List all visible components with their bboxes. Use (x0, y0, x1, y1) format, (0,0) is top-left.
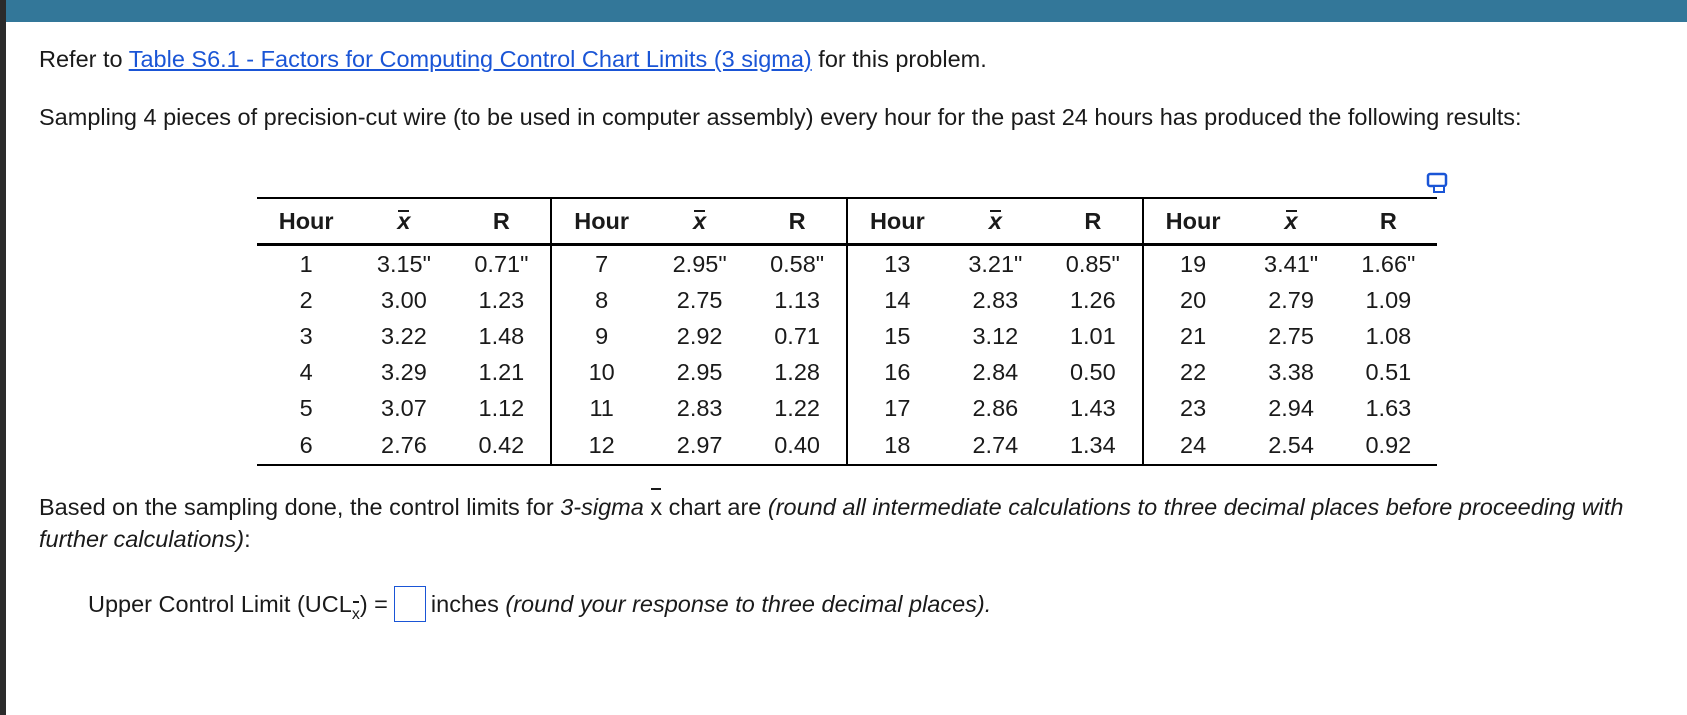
col-header-hour: Hour (847, 198, 947, 245)
range-cell: 0.51 (1365, 358, 1412, 385)
xbar-cell: 3.38 (1268, 358, 1314, 385)
sample-data-table (257, 197, 1437, 466)
intro-suffix: for this problem. (811, 46, 987, 72)
table-header-row (257, 198, 1437, 245)
xbar-cell: 2.74 (947, 426, 1044, 465)
question-part1: Based on the sampling done, the control limits for (39, 494, 561, 520)
xbar-cell: 2.79 (1268, 286, 1314, 313)
question-part2: chart are (662, 494, 768, 520)
ucl-units: inches (430, 591, 499, 618)
xbar-cell: 3.12 (972, 322, 1019, 349)
hour-cell: 7 (551, 245, 651, 283)
hour-cell: 18 (847, 426, 947, 465)
range-cell: 1.21 (478, 358, 525, 385)
hour-cell: 4 (299, 358, 313, 385)
col-header-range: R (1340, 198, 1437, 245)
col-header-xbar (651, 198, 748, 245)
range-cell: 1.34 (1044, 426, 1143, 465)
copy-to-clipboard-icon[interactable] (1426, 172, 1452, 194)
range-cell: 1.09 (1365, 286, 1412, 313)
xbar-symbol: x (397, 207, 411, 234)
range-cell: 0.40 (748, 426, 847, 465)
hour-cell: 15 (847, 318, 947, 354)
xbar-cell: 2.84 (972, 358, 1019, 385)
xbar-symbol: x (650, 491, 662, 523)
range-cell: 1.63 (1365, 394, 1412, 421)
range-cell: 1.66" (1361, 250, 1416, 277)
range-cell: 1.23 (478, 286, 525, 313)
xbar-cell: 3.22 (381, 322, 427, 349)
xbar-cell: 3.21" (968, 250, 1023, 277)
col-header-range: R (453, 198, 552, 245)
window-left-edge (0, 0, 6, 715)
xbar-cell: 2.97 (651, 426, 748, 465)
table-row (257, 426, 1437, 465)
xbar-cell: 2.76 (355, 426, 452, 465)
hour-cell: 11 (551, 390, 651, 426)
hour-cell: 19 (1143, 245, 1243, 283)
col-header-hour: Hour (551, 198, 651, 245)
hour-cell: 1 (299, 250, 313, 277)
xbar-cell: 2.75 (1268, 322, 1314, 349)
xbar-cell: 3.07 (381, 394, 427, 421)
xbar-cell: 3.41" (1264, 250, 1319, 277)
xbar-cell: 2.95" (672, 250, 727, 277)
ucl-label-suffix: ) = (359, 591, 388, 618)
range-cell: 1.12 (478, 394, 525, 421)
table-row (257, 318, 1437, 354)
hour-cell: 20 (1143, 282, 1243, 318)
hour-cell: 13 (847, 245, 947, 283)
col-header-range: R (1044, 198, 1143, 245)
hour-cell: 23 (1143, 390, 1243, 426)
xbar-cell: 2.92 (676, 322, 723, 349)
hour-cell: 14 (847, 282, 947, 318)
xbar-symbol: x (1284, 207, 1298, 234)
hour-cell: 12 (551, 426, 651, 465)
xbar-cell: 3.00 (381, 286, 427, 313)
problem-statement: Sampling 4 pieces of precision-cut wire (to be used in computer assembly) every hour for the past 24 hours has produced the following results: (39, 104, 1522, 130)
ucl-subscript-xbar: x (352, 599, 360, 631)
hour-cell: 22 (1143, 354, 1243, 390)
range-cell: 0.92 (1340, 426, 1437, 465)
table-row (257, 282, 1437, 318)
range-cell: 0.50 (1069, 358, 1116, 385)
hour-cell: 16 (847, 354, 947, 390)
xbar-cell: 2.75 (676, 286, 723, 313)
col-header-xbar (947, 198, 1044, 245)
hour-cell: 9 (551, 318, 651, 354)
table-row (257, 390, 1437, 426)
hour-cell: 2 (299, 286, 313, 313)
hour-cell: 5 (299, 394, 313, 421)
range-cell: 1.08 (1365, 322, 1412, 349)
col-header-hour: Hour (257, 198, 355, 245)
xbar-cell: 2.95 (676, 358, 723, 385)
question-text (39, 491, 1639, 555)
table-row (257, 354, 1437, 390)
xbar-cell: 2.94 (1268, 394, 1314, 421)
intro-sentence (39, 43, 987, 75)
range-cell: 1.43 (1069, 394, 1116, 421)
col-header-xbar (1242, 198, 1339, 245)
hour-cell: 10 (551, 354, 651, 390)
rounding-instruction: (round all intermediate calculations to three decimal places before proceeding with further calculations) (39, 494, 1624, 552)
xbar-symbol: x (693, 207, 707, 234)
ucl-rounding-note: (round your response to three decimal places). (505, 591, 992, 618)
top-banner (6, 0, 1687, 22)
hour-cell: 8 (551, 282, 651, 318)
xbar-cell: 2.86 (972, 394, 1019, 421)
xbar-cell: 2.83 (972, 286, 1019, 313)
hour-cell: 21 (1143, 318, 1243, 354)
xbar-cell: 2.83 (676, 394, 723, 421)
table-row (257, 245, 1437, 283)
range-cell: 0.58" (770, 250, 825, 277)
xbar-cell: 2.54 (1242, 426, 1339, 465)
ucl-answer-row (88, 588, 991, 624)
col-header-xbar (355, 198, 452, 245)
table-s6-1-link[interactable]: Table S6.1 - Factors for Computing Control Chart Limits (3 sigma) (128, 46, 812, 72)
range-cell: 1.13 (774, 286, 820, 313)
ucl-answer-input[interactable] (394, 586, 426, 622)
intro-prefix: Refer to (39, 46, 129, 72)
ucl-label-prefix: Upper Control Limit (UCL (88, 591, 352, 618)
range-cell: 0.42 (453, 426, 552, 465)
hour-cell: 24 (1143, 426, 1243, 465)
range-cell: 1.01 (1069, 322, 1116, 349)
range-cell: 1.22 (774, 394, 820, 421)
range-cell: 1.26 (1069, 286, 1116, 313)
col-header-range: R (748, 198, 847, 245)
xbar-cell: 3.15" (376, 250, 431, 277)
range-cell: 1.48 (478, 322, 525, 349)
col-header-hour: Hour (1143, 198, 1243, 245)
xbar-cell: 3.29 (381, 358, 427, 385)
hour-cell: 17 (847, 390, 947, 426)
range-cell: 0.85" (1065, 250, 1120, 277)
question-end: : (244, 526, 251, 552)
hour-cell: 3 (299, 322, 313, 349)
range-cell: 1.28 (774, 358, 820, 385)
hour-cell: 6 (257, 426, 355, 465)
range-cell: 0.71" (474, 250, 529, 277)
range-cell: 0.71 (774, 322, 820, 349)
xbar-symbol: x (988, 207, 1002, 234)
sigma-label: 3-sigma (560, 494, 644, 520)
